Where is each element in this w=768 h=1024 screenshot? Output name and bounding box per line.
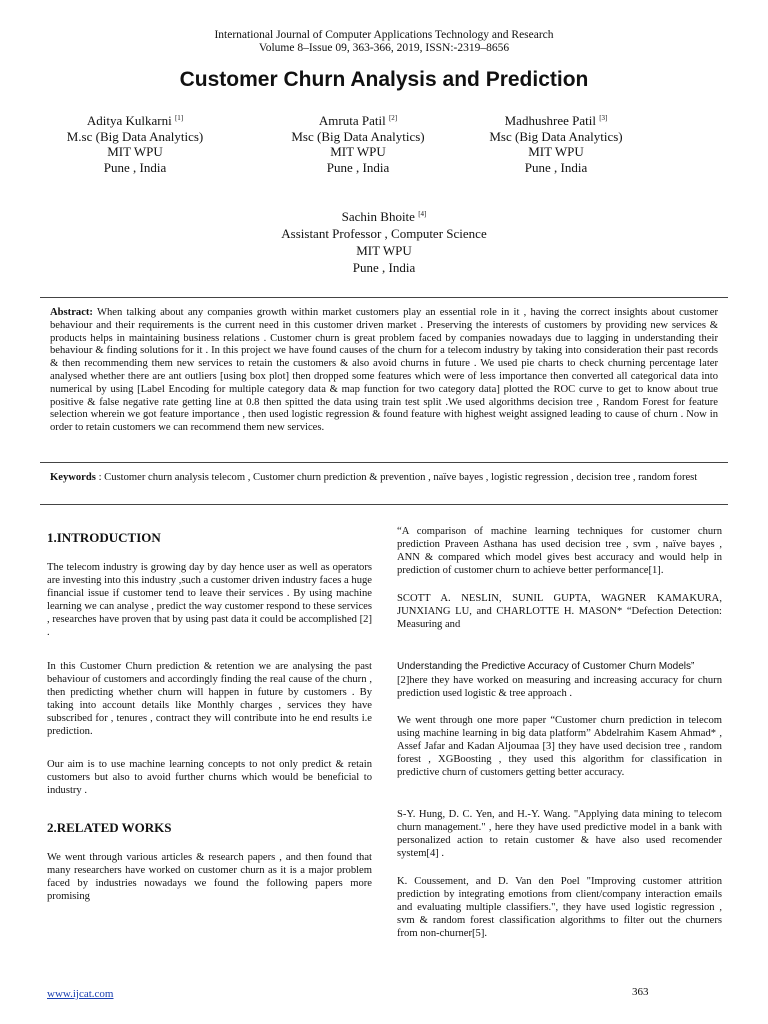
author-degree: Msc (Big Data Analytics)	[489, 128, 623, 144]
related-paper-4: S-Y. Hung, D. C. Yen, and H.-Y. Wang. "Applying data mining to telecom churn management." , here they have used predictive model in a bank with personalized action to retain customer & have also used recomender system[4] .	[397, 809, 722, 859]
author-institution: MIT WPU	[330, 144, 386, 159]
volume-info: Volume 8–Issue 09, 363-366, 2019, ISSN:-2319–8656	[258, 42, 510, 54]
related-paper-3: We went through one more paper “Customer churn prediction in telecom using machine learning in big data platform” Abdelrahim Kasem Ahmad* , Assef Jafar and Kadan Aljoumaa [3] they have used decision tree , random forest , XGBoosting , they used this algorithm for classification in predictive churn of customers getting better accuracy.	[397, 715, 722, 778]
author-institution: MIT WPU	[356, 243, 412, 258]
abstract	[50, 307, 718, 435]
related-paper-5: K. Coussement, and D. Van den Poel "Improving customer attrition prediction by integrating emotions from client/company interaction emails and evaluating multiple classifiers.", they have used logistic regression , svm & random forest classification algorithms to filter out the churners from non-churner[5].	[397, 876, 722, 939]
author-place: Pune , India	[352, 260, 416, 275]
author-institution: MIT WPU	[107, 144, 163, 159]
author-1	[25, 113, 245, 175]
journal-name: International Journal of Computer Applications Technology and Research	[214, 29, 554, 41]
author-2	[248, 113, 468, 175]
related-paragraph-1: We went through various articles & research papers , and then found that many researchers have worked on customer churn as it is a major problem faced by industries nowadays we found the following papers more promising	[47, 852, 372, 902]
author-name: Aditya Kulkarni	[86, 113, 172, 128]
author-degree: Msc (Big Data Analytics)	[291, 128, 425, 144]
author-ref: [1]	[174, 114, 184, 122]
intro-paragraph-3: Our aim is to use machine learning concepts to not only predict & retain customers but also to avoid further churns which would be beneficial to industry .	[47, 759, 372, 796]
related-paper-2: SCOTT A. NESLIN, SUNIL GUPTA, WAGNER KAMAKURA, JUNXIANG LU, and CHARLOTTE H. MASON* “Defection Detection: Measuring and	[397, 593, 722, 630]
author-4	[184, 208, 584, 276]
page-number: 363	[632, 986, 649, 998]
abstract-top-rule	[40, 297, 728, 298]
paper-title: Customer Churn Analysis and Prediction	[179, 68, 589, 91]
author-institution: MIT WPU	[528, 144, 584, 159]
abstract-label: Abstract:	[50, 307, 93, 318]
related-paper-2-summary: [2]here they have worked on measuring and increasing accuracy for churn prediction used logistic & tree approach .	[397, 675, 722, 699]
author-ref: [3]	[599, 114, 608, 122]
author-degree: Assistant Professor , Computer Science	[281, 226, 487, 241]
author-place: Pune , India	[524, 159, 588, 175]
abstract-text: When talking about any companies growth within market customers play an essential role in it , having the correct insights about customer behaviour and their requirements is the current need in this customer driven market . Preserving the interests of customers by providing new services & products helps in maintaining business relations . Customer churn is great problem faced by companies nowadays due to lagging in understanding their behaviour & finding solutions for it . In this project we have found causes of the churn for a telecom industry by taking into consideration their past records & then recommending them new services to retain the customers & also avoid churns in future . We used pie charts to check churning percentage later analysed whether there are ant outliers [using box plot] then dropped some features which were of less importance then converted all categorical data into numerical by using [Label Encoding for multiple category data & map function for two category data] plotted the ROC curve to get to know about true positive & false negative rate getting line at 0.8 then spitted the data using train test split .We used algorithms decision tree , Random Forest for feature selection wherein we got feature importance , then used logistic regression & found feature with highest weight assigned leading to cause of churn . Now in order to retain customers we can recommend them new services.	[50, 307, 718, 434]
author-name: Amruta Patil	[318, 113, 386, 128]
author-ref: [2]	[388, 114, 398, 122]
keywords-label: Keywords	[50, 472, 96, 483]
author-name: Sachin Bhoite	[341, 209, 415, 224]
intro-paragraph-2: In this Customer Churn prediction & retention we are analysing the past behaviour of customers and accordingly finding the real cause of the churn , then predicting whether churn will happen in future by customers . By taking into account details like Monthly charges , services they have subscribed for , tenures , contract they will contribute into he end results i.e prediction.	[47, 661, 372, 737]
section-heading-related-works: 2.RELATED WORKS	[47, 820, 172, 835]
author-name: Madhushree Patil	[504, 113, 596, 128]
keywords	[50, 472, 718, 485]
footer-website-link[interactable]: www.ijcat.com	[47, 988, 114, 1000]
author-3	[446, 113, 666, 175]
keywords-rule	[40, 504, 728, 505]
author-place: Pune , India	[103, 159, 167, 175]
related-paper-1: “A comparison of machine learning techniques for customer churn prediction Praveen Asthana has used decision tree , svm , naïve bayes , ANN & compared which model gives best accuracy and would help in prediction of customer churn to achieve better performance[1].	[397, 526, 722, 576]
section-heading-introduction: 1.INTRODUCTION	[47, 530, 161, 545]
author-degree: M.sc (Big Data Analytics)	[66, 128, 204, 144]
keywords-text: : Customer churn analysis telecom , Customer churn prediction & prevention , naïve bayes , logistic regression , decision tree , random forest	[98, 472, 698, 483]
intro-paragraph-1: The telecom industry is growing day by day hence user as well as operators are investing into this industry ,such a customer driven industry faces a huge financial issue if customer tend to leave their services . By using machine learning we can analyse , predict the way customer respond to these services , researches have proven that by using past data it could be accomplished [2] .	[47, 562, 372, 638]
author-ref: [4]	[418, 210, 427, 218]
author-place: Pune , India	[326, 159, 390, 175]
abstract-bottom-rule	[40, 462, 728, 463]
related-paper-2-title: Understanding the Predictive Accuracy of Customer Churn Models”	[397, 661, 695, 672]
